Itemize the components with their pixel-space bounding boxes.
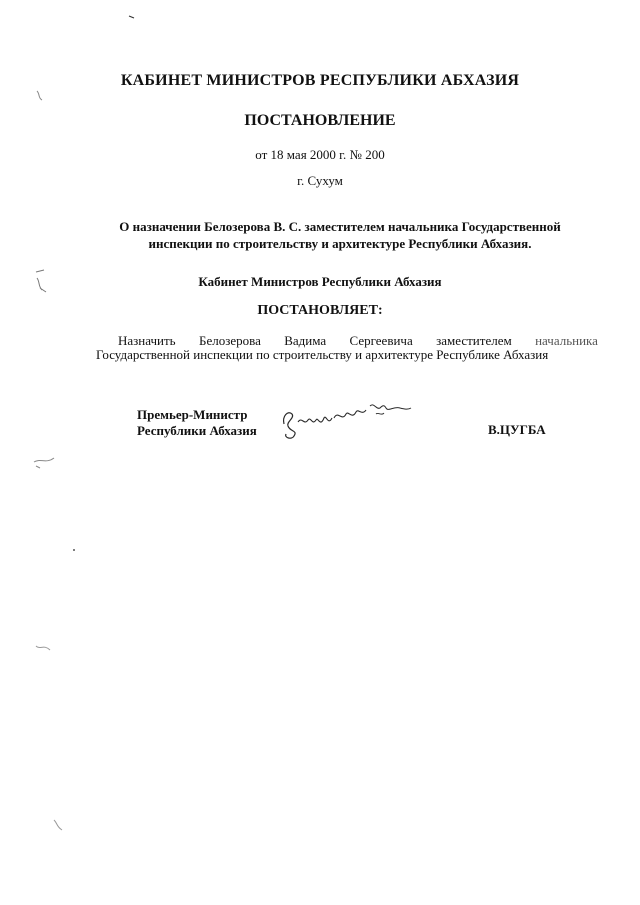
signatory-role-line-1: Премьер-Министр — [137, 407, 248, 422]
resolves-heading: ПОСТАНОВЛЯЕТ: — [257, 303, 383, 318]
issuer-line: Кабинет Министров Республики Абхазия — [198, 274, 442, 289]
scan-speck — [128, 14, 136, 20]
document-type: ПОСТАНОВЛЕНИЕ — [244, 112, 396, 129]
body-word: Белозерова — [198, 333, 261, 348]
signatory-name: В.ЦУГБА — [488, 422, 546, 437]
subject-line-1: О назначении Белозерова В. С. заместителем начальника Государственной — [119, 219, 561, 234]
scan-speck — [72, 548, 76, 552]
body-word: заместителем — [436, 333, 512, 348]
handwritten-signature — [278, 396, 413, 441]
scan-speck — [32, 452, 58, 470]
scan-speck — [52, 818, 66, 832]
subject-line-2: инспекции по строительству и архитектуре Республики Абхазия. — [148, 236, 532, 251]
scan-speck — [34, 268, 50, 296]
document-date: от 18 мая 2000 г. № 200 — [255, 147, 385, 162]
signatory-role-line-2: Республики Абхазия — [137, 423, 257, 438]
document-city: г. Сухум — [297, 173, 343, 188]
body-word: Назначить — [118, 333, 176, 348]
body-paragraph-line-2: Государственной инспекции по строительству и архитектуре Республике Абхазия — [96, 347, 549, 362]
document-subject — [90, 218, 590, 252]
body-word: Сергеевича — [349, 333, 413, 348]
scan-speck — [34, 640, 54, 656]
body-word: начальника — [535, 333, 598, 348]
document-header: КАБИНЕТ МИНИСТРОВ РЕСПУБЛИКИ АБХАЗИЯ — [120, 72, 520, 89]
scan-speck — [34, 88, 48, 104]
body-word: Вадима — [284, 333, 327, 348]
signatory-role — [137, 407, 257, 439]
